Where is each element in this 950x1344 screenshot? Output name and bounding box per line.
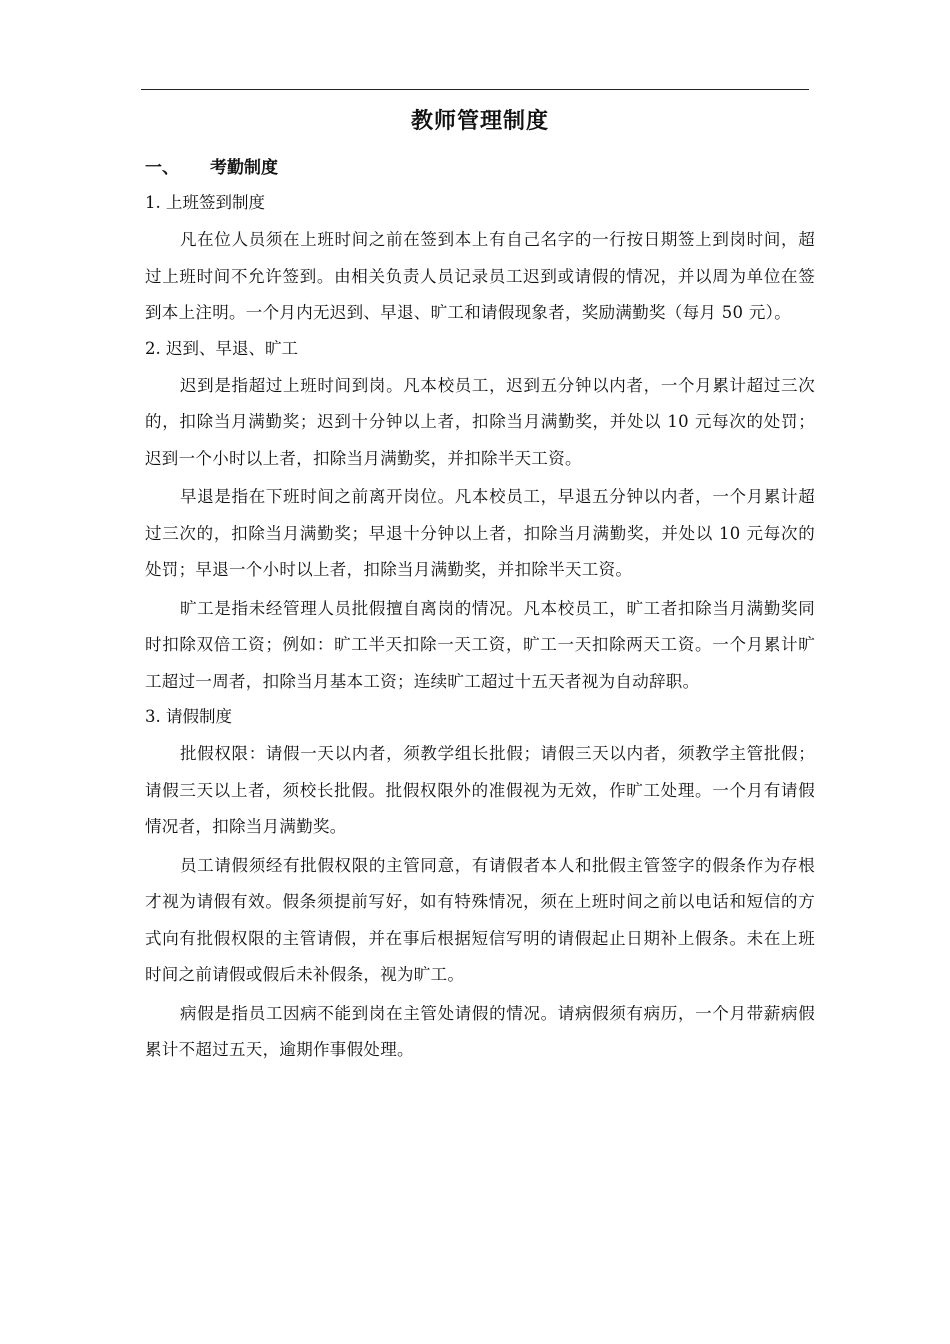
paragraph: 病假是指员工因病不能到岗在主管处请假的情况。请病假须有病历，一个月带薪病假累计不超过五天，逾期作事假处理。 [145,1003,815,1059]
paragraph: 早退是指在下班时间之前离开岗位。凡本校员工，早退五分钟以内者，一个月累计超过三次的，扣除当月满勤奖；早退十分钟以上者，扣除当月满勤奖，并处以 10 元每次的处罚；早退一个小时以上者，扣除当月满勤奖，并扣除半天工资。 [145,487,815,579]
section-heading [145,153,815,183]
document-title: 教师管理制度 [410,108,549,134]
header-rule [141,89,809,90]
paragraph: 员工请假须经有批假权限的主管同意，有请假者本人和批假主管签字的假条作为存根才视为请假有效。假条须提前写好，如有特殊情况，须在上班时间之前以电话和短信的方式向有批假权限的主管请假，并在事后根据短信写明的请假起止日期补上假条。未在上班时间之前请假或假后未补假条，视为旷工。 [145,855,815,984]
document-body [145,103,815,1071]
paragraph: 批假权限：请假一天以内者，须教学组长批假；请假三天以内者，须教学主管批假；请假三天以上者，须校长批假。批假权限外的准假视为无效，作旷工处理。一个月有请假情况者，扣除当月满勤奖。 [145,744,815,836]
section-title: 考勤制度 [210,158,278,178]
paragraph: 凡在位人员须在上班时间之前在签到本上有自己名字的一行按日期签上到岗时间，超过上班时间不允许签到。由相关负责人员记录员工迟到或请假的情况，并以周为单位在签到本上注明。一个月内无迟到、早退、旷工和请假现象者，奖励满勤奖（每月 50 元）。 [145,230,815,322]
section-number: 一、 [145,158,179,178]
paragraph: 旷工是指未经管理人员批假擅自离岗的情况。凡本校员工，旷工者扣除当月满勤奖同时扣除双倍工资；例如：旷工半天扣除一天工资，旷工一天扣除两天工资。一个月累计旷工超过一周者，扣除当月基本工资；连续旷工超过十五天者视为自动辞职。 [145,598,815,691]
subsection-heading: 3. 请假制度 [145,707,232,726]
subsection-heading: 2. 迟到、早退、旷工 [145,338,298,358]
subsection-heading: 1. 上班签到制度 [145,193,265,212]
paragraph: 迟到是指超过上班时间到岗。凡本校员工，迟到五分钟以内者，一个月累计超过三次的，扣除当月满勤奖；迟到十分钟以上者，扣除当月满勤奖，并处以 10 元每次的处罚；迟到一个小时以上者，扣除当月满勤奖，并扣除半天工资。 [145,375,815,468]
